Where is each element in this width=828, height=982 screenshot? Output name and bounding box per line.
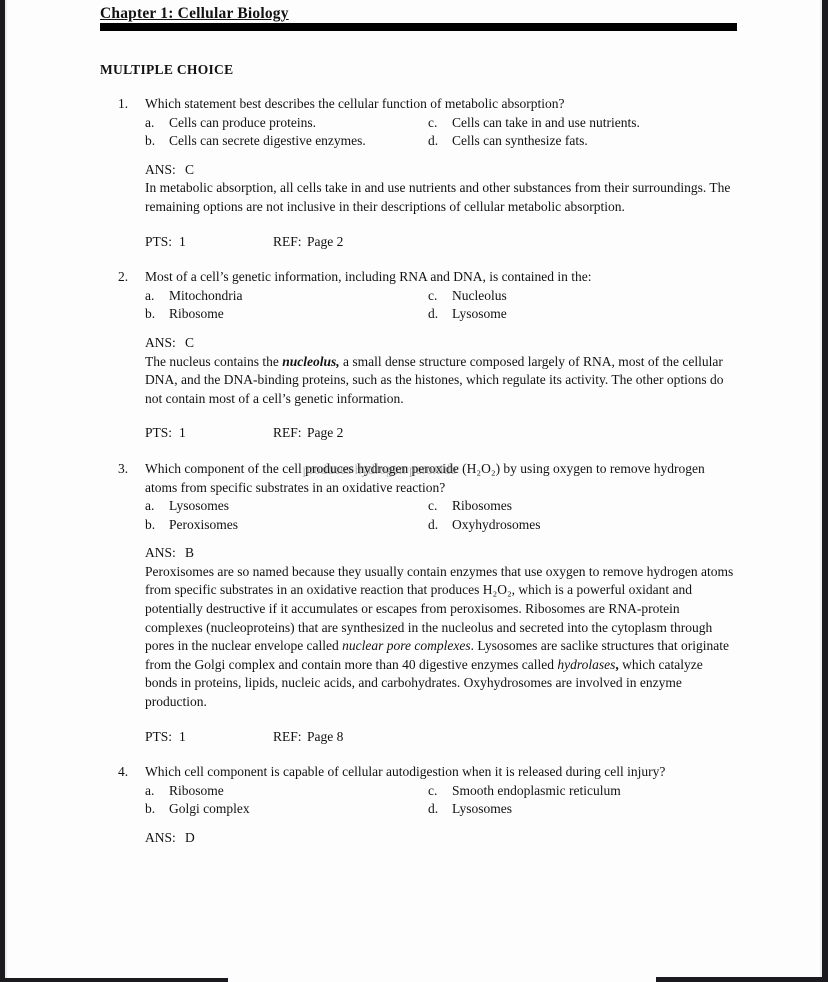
reference-value: Page 2 (307, 233, 344, 249)
text-segment: The nucleus contains the (145, 353, 283, 369)
text-segment: In metabolic absorption, all cells take in and use nutrients and other substances from their surroundings. The remaining options are not inclusive in their descriptions of cellular metabolic absorption. (145, 180, 731, 214)
chapter-title: Chapter 1: Cellular Biology (100, 5, 289, 22)
answer-block (145, 829, 737, 848)
option-text: Mitochondria (169, 287, 243, 303)
option-text: Smooth endoplasmic reticulum (452, 782, 621, 798)
option-letter: a. (145, 498, 155, 514)
text-segment: nuclear pore complexes (342, 638, 471, 654)
option-item (145, 516, 428, 535)
option-text: Oxyhydrosomes (452, 516, 541, 532)
option-letter: d. (428, 516, 439, 532)
answer-value: C (185, 161, 195, 177)
answer-block (145, 334, 737, 408)
text-segment: Which cell component is capable of cellular autodigestion when it is released during cell injury? (145, 764, 666, 780)
option-text: Cells can secrete digestive enzymes. (169, 133, 366, 149)
reference-label: REF: (273, 728, 302, 744)
scan-edge-left (0, 0, 7, 982)
scan-edge-bottom-right (656, 977, 828, 982)
text-segment: Peroxisomes are so named because they usually contain enzymes that use oxygen to remove hydrogen atoms from specific substrates in an oxidative reaction that produces H₂O₂, which is a powerful oxidant and potentially destructive if it accumulates or escapes from peroxisomes. Ribosomes are RNA-protein complexes (nucleoproteins) that are synthesized in the nucleolus and secreted into the cytoplasm through pores in the nuclear envelope called (145, 563, 734, 654)
question-block (100, 460, 737, 746)
option-letter: c. (428, 287, 438, 303)
question-block (100, 95, 737, 251)
question-body (145, 460, 737, 746)
options-grid (145, 114, 737, 151)
answer-label: ANS: (145, 334, 176, 350)
option-letter: c. (428, 782, 438, 798)
options-grid (145, 782, 737, 819)
question-block (100, 268, 737, 443)
option-item (428, 497, 737, 516)
option-text: Ribosomes (452, 498, 513, 514)
option-letter: c. (428, 498, 438, 514)
option-text: Cells can synthesize fats. (452, 133, 588, 149)
text-segment: hydrolases (557, 656, 616, 672)
reference-value: Page 8 (307, 728, 344, 744)
option-letter: d. (428, 306, 439, 322)
answer-value: B (185, 545, 195, 561)
question-number: 1. (118, 96, 129, 111)
question-stem (145, 460, 737, 497)
option-item (145, 800, 428, 819)
points-label: PTS: (145, 425, 173, 441)
question-body (145, 95, 737, 251)
option-letter: a. (145, 114, 155, 130)
question-body (145, 763, 737, 847)
option-item (428, 114, 737, 133)
text-segment: . Lysosomes are saclike structures that originate from the Golgi complex and contain more than 40 digestive enzymes called (145, 638, 729, 672)
option-item (428, 800, 737, 819)
option-text: Ribosome (169, 782, 224, 798)
options-grid (145, 497, 737, 534)
answer-line (145, 334, 737, 353)
answer-block (145, 161, 737, 217)
answer-block (145, 544, 737, 711)
option-letter: b. (145, 801, 156, 817)
question-number: 4. (118, 764, 129, 780)
answer-rationale (145, 353, 737, 409)
points-reference-line (145, 424, 737, 443)
answer-line (145, 544, 737, 563)
reference-label: REF: (273, 425, 302, 441)
answer-value: C (185, 334, 195, 350)
question-row (100, 95, 737, 251)
points-label: PTS: (145, 728, 173, 744)
answer-line (145, 829, 737, 848)
points-reference-line (145, 233, 737, 252)
option-letter: c. (428, 114, 438, 130)
option-text: Lysosome (452, 306, 507, 322)
text-segment: (H₂O₂) by using oxygen to remove hydrogen atoms from specific substrates in an oxidative reaction? (145, 460, 705, 495)
scan-edge-bottom-left (0, 978, 228, 982)
question-block (100, 763, 737, 847)
document-page (100, 0, 737, 865)
option-item (428, 782, 737, 801)
question-row (100, 268, 737, 443)
answer-line (145, 161, 737, 180)
option-item (428, 287, 737, 306)
text-segment: nucleolus, (282, 353, 340, 369)
answer-value: D (185, 830, 195, 845)
option-text: Ribosome (169, 306, 224, 322)
option-item (145, 305, 428, 324)
answer-rationale (145, 179, 737, 216)
answer-label: ANS: (145, 545, 176, 561)
points-value: 1 (179, 233, 186, 249)
answer-label: ANS: (145, 161, 176, 177)
text-segment: which catalyze bonds in proteins, lipids, nucleic acids, and carbohydrates. Oxyhydrosomes are involved in enzyme production. (145, 656, 703, 710)
question-stem (145, 763, 737, 782)
option-text: Peroxisomes (169, 516, 238, 532)
question-stem (145, 268, 737, 287)
section-heading: MULTIPLE CHOICE (100, 62, 234, 77)
option-text: Lysosomes (169, 498, 230, 514)
question-row (100, 763, 737, 847)
answer-label: ANS: (145, 830, 176, 845)
reference-value: Page 2 (307, 425, 344, 441)
points-reference-line (145, 728, 737, 747)
option-text: Nucleolus (452, 287, 507, 303)
answer-rationale (145, 563, 737, 712)
question-number: 2. (118, 269, 129, 285)
option-letter: a. (145, 287, 155, 303)
option-item (145, 287, 428, 306)
option-item (428, 132, 737, 151)
text-segment: a small dense structure composed largely of RNA, most of the cellular DNA, and the DNA-binding proteins, such as the histones, which regulate its activity. The other options do not contain most of a cell’s genetic information. (145, 353, 724, 406)
points-label: PTS: (145, 233, 173, 249)
reference-label: REF: (273, 233, 302, 249)
option-item (428, 516, 737, 535)
text-segment: , (615, 656, 619, 672)
option-text: Golgi complex (169, 801, 250, 817)
question-row (100, 460, 737, 746)
question-list (100, 95, 737, 848)
options-grid (145, 287, 737, 324)
text-segment: Which statement best describes the cellular function of metabolic absorption? (145, 96, 565, 111)
text-segment: Most of a cell’s genetic information, including RNA and DNA, is contained in the: (145, 269, 592, 285)
question-stem (145, 95, 737, 114)
option-letter: b. (145, 133, 156, 149)
points-value: 1 (179, 425, 186, 441)
option-item (145, 132, 428, 151)
option-letter: b. (145, 306, 156, 322)
option-item (145, 114, 428, 133)
scan-edge-right (820, 0, 828, 982)
option-text: Cells can take in and use nutrients. (452, 114, 640, 130)
option-letter: a. (145, 782, 155, 798)
question-body (145, 268, 737, 443)
option-item (428, 305, 737, 324)
option-item (145, 782, 428, 801)
text-segment: Which component of the cell (145, 460, 306, 476)
option-item (145, 497, 428, 516)
option-letter: b. (145, 516, 156, 532)
question-number: 3. (118, 460, 129, 476)
option-text: Lysosomes (452, 801, 513, 817)
option-text: Cells can produce proteins. (169, 114, 316, 130)
title-rule (100, 23, 737, 31)
option-letter: d. (428, 801, 439, 817)
points-value: 1 (179, 728, 186, 744)
text-segment: produces hydrogen peroxide (305, 460, 459, 476)
option-letter: d. (428, 133, 439, 149)
